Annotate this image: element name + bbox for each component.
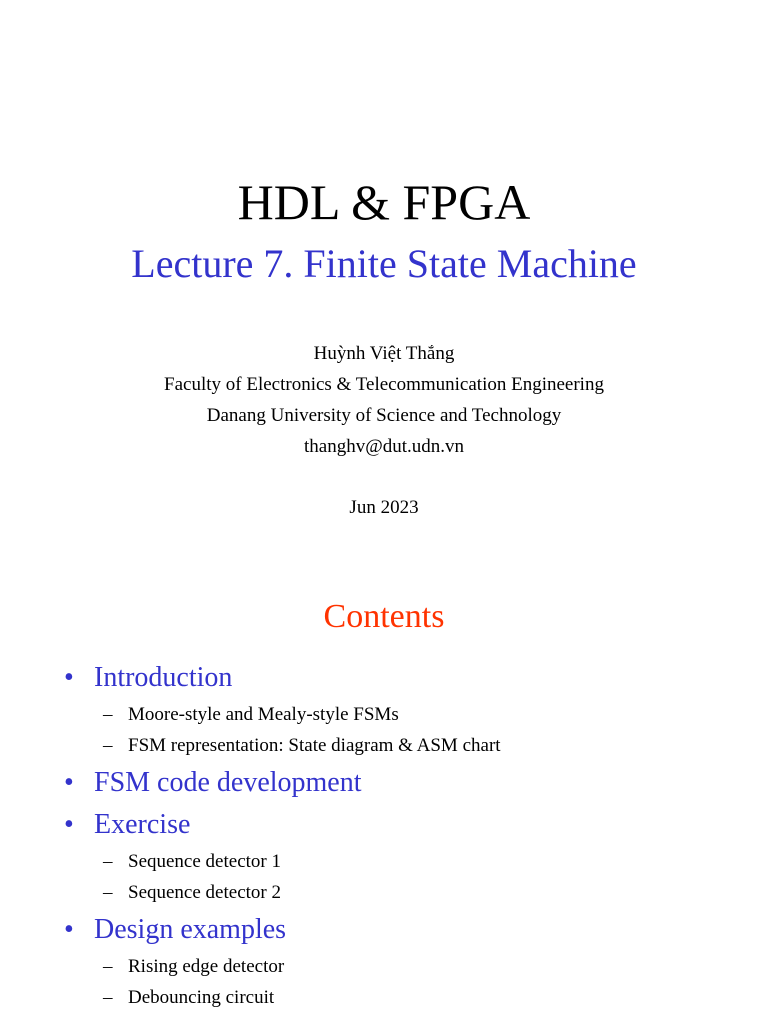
contents-subitem [103,881,281,905]
bullet-icon: • [64,914,74,945]
slide-title-heading: HDL & FPGA [237,174,531,230]
contents-subitem-label: Rising edge detector [128,956,285,977]
contents-item-label: FSM code development [94,767,362,798]
dash-icon: – [103,956,113,977]
lecture-date: Jun 2023 [349,497,419,518]
contents-item-exercise [64,808,190,842]
contents-item-fsm-code [64,766,362,800]
author-name: Huỳnh Việt Thắng [313,343,455,364]
contents-subitem [103,955,284,979]
dash-icon: – [103,735,113,756]
contents-item-design-examples [64,913,286,947]
contents-subitem-label: Sequence detector 1 [128,851,281,872]
contents-subitem [103,986,274,1010]
dash-icon: – [103,987,113,1008]
contents-subitem-label: Sequence detector 2 [128,882,281,903]
contents-subitem-label: Debouncing circuit [128,987,275,1008]
author-email: thanghv@dut.udn.vn [304,436,464,457]
bullet-icon: • [64,662,74,693]
faculty-name: Faculty of Electronics & Telecommunication Engineering [164,374,604,395]
contents-item-introduction [64,661,232,695]
contents-item-label: Design examples [94,914,287,945]
contents-subitem [103,703,399,727]
bullet-icon: • [64,767,74,798]
dash-icon: – [103,704,113,725]
dash-icon: – [103,851,113,872]
dash-icon: – [103,882,113,903]
contents-heading: Contents [323,598,445,635]
slide-subtitle: Lecture 7. Finite State Machine [131,241,637,286]
university-name: Danang University of Science and Technology [206,405,562,426]
bullet-icon: • [64,809,74,840]
contents-item-label: Exercise [94,809,191,840]
contents-subitem [103,850,281,874]
contents-item-label: Introduction [94,662,233,693]
contents-subitem-label: FSM representation: State diagram & ASM chart [128,735,501,756]
contents-subitem-label: Moore-style and Mealy-style FSMs [128,704,399,725]
contents-subitem [103,734,501,758]
